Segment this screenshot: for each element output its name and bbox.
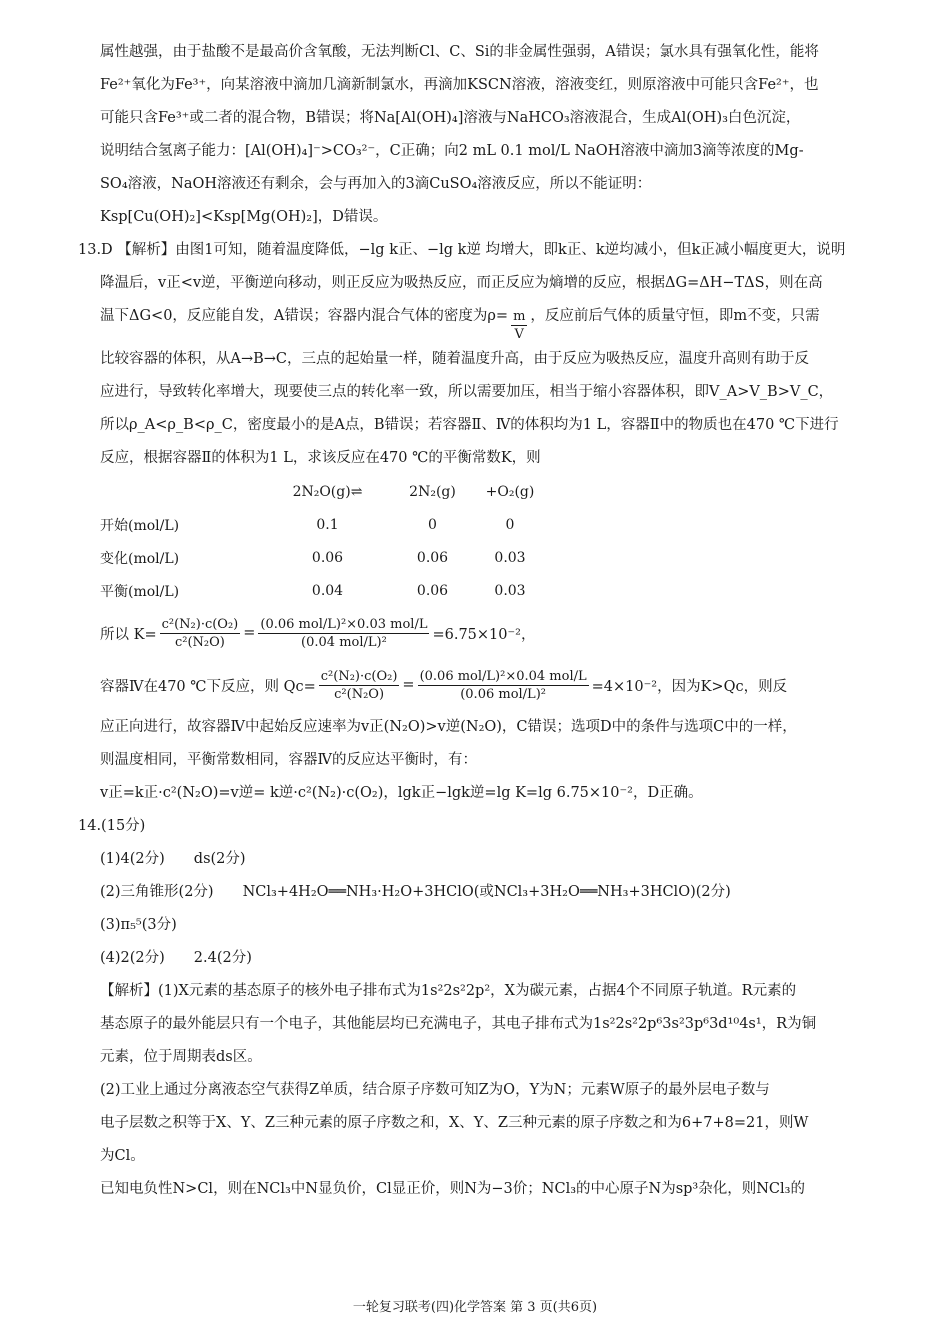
ice-row: [100, 541, 540, 574]
ice-cell: 0.06: [416, 549, 449, 566]
page-footer: 一轮复习联考(四)化学答案 第 3 页(共6页): [352, 1300, 598, 1315]
fraction-numerator: (0.06 mol/L)²×0.03 mol/L: [260, 616, 428, 632]
fraction-denominator: (0.04 mol/L)²: [301, 634, 387, 650]
answer-line: (3)π₅⁵(3分): [100, 917, 177, 933]
fraction-denominator: (0.06 mol/L)²: [460, 686, 546, 702]
text-line: 属性越强，由于盐酸不是最高价含氧酸，无法判断Cl、C、Si的非金属性强弱，A错误；氯水具有强氧化性，能将: [100, 44, 819, 60]
ice-cell: +O₂(g): [485, 483, 535, 500]
text-line: Fe²⁺氧化为Fe³⁺，向某溶液中滴加几滴新制氯水，再滴加KSCN溶液，溶液变红，则原溶液中可能只含Fe²⁺，也: [100, 77, 819, 93]
fraction-numerator: c²(N₂)·c(O₂): [161, 616, 239, 632]
q14-heading: 14.(15分): [78, 818, 146, 834]
ice-header-row: [100, 475, 540, 508]
ice-cell: 0.03: [494, 582, 526, 599]
q13-heading: 13.D 【解析】由图1可知，随着温度降低，−lg k正、−lg k逆 均增大，即k正、k逆均减小，但k正减小幅度更大，说明: [78, 242, 846, 258]
text-line: v正=k正·c²(N₂O)=v逆= k逆·c²(N₂)·c(O₂)，lgk正−lgk逆=lg K=lg 6.75×10⁻²，D正确。: [100, 785, 703, 801]
text-line: 所以ρ_A<ρ_B<ρ_C，密度最小的是A点，B错误；若容器Ⅱ、Ⅳ的体积均为1 L，容器Ⅱ中的物质也在470 ℃下进行: [100, 417, 839, 433]
text-line: 应正向进行，故容器Ⅳ中起始反应速率为v正(N₂O)>v逆(N₂O)，C错误；选项D中的条件与选项C中的一样，: [100, 719, 797, 735]
answer-line: (1)4(2分) ds(2分): [100, 851, 246, 867]
equals-sign: =: [243, 625, 256, 641]
q14-explanation: [78, 810, 870, 1206]
fraction: [418, 668, 589, 703]
equals-sign: =: [402, 677, 415, 693]
text-segment: ，反应前后气体的质量守恒，即m不变，只需: [530, 308, 820, 324]
ice-cell: 0: [428, 516, 437, 533]
ice-cell: 变化(mol/L): [100, 550, 180, 567]
ice-cell: 平衡(mol/L): [100, 583, 180, 600]
ice-table: [100, 475, 540, 607]
fraction: [319, 668, 400, 703]
qc-equation: [100, 659, 870, 711]
text-line: 基态原子的最外能层只有一个电子，其他能层均已充满电子，其电子排布式为1s²2s²2p⁶3s²3p⁶3d¹⁰4s¹，R为铜: [100, 1016, 817, 1032]
eq-result: =4×10⁻²，因为K>Qc，则反: [591, 678, 788, 695]
text-line: 应进行，导致转化率增大，现要使三点的转化率一致，所以需要加压，相当于缩小容器体积，即V_A>V_B>V_C，: [100, 384, 834, 400]
ice-cell: [100, 475, 270, 508]
eq-prefix: 容器Ⅳ在470 ℃下反应，则 Qc=: [100, 678, 316, 695]
text-line: SO₄溶液，NaOH溶液还有剩余，会与再加入的3滴CuSO₄溶液反应，所以不能证明：: [100, 176, 652, 192]
text-line: 降温后，v正<v逆，平衡逆向移动，则正反应为吸热反应，而正反应为熵增的反应，根据ΔG=ΔH−TΔS，则在高: [100, 275, 823, 291]
ice-cell: 开始(mol/L): [100, 517, 180, 534]
fraction-numerator: (0.06 mol/L)²×0.04 mol/L: [419, 668, 587, 684]
text-line: [100, 300, 870, 343]
text-line: 元素，位于周期表ds区。: [100, 1049, 262, 1065]
answer-line: (2)三角锥形(2分) NCl₃+4H₂O══NH₃·H₂O+3HClO(或NCl₃+3H₂O══NH₃+3HClO)(2分): [100, 884, 731, 900]
eq-result: =6.75×10⁻²，: [432, 626, 536, 643]
text-line: 可能只含Fe³⁺或二者的混合物，B错误；将Na[Al(OH)₄]溶液与NaHCO₃溶液混合，生成Al(OH)₃白色沉淀，: [100, 110, 801, 126]
ice-cell: 2N₂O(g)⇌: [292, 483, 363, 500]
text-line: 已知电负性N>Cl，则在NCl₃中N显负价，Cl显正价，则N为−3价；NCl₃的中心原子N为sp³杂化，则NCl₃的: [100, 1181, 805, 1197]
fraction-denominator: V: [514, 327, 524, 342]
q12-explanation: [100, 36, 870, 234]
fraction-denominator: c²(N₂O): [334, 686, 385, 702]
ice-cell: 0.03: [494, 549, 526, 566]
ice-cell: 0.06: [416, 582, 449, 599]
density-fraction: [511, 308, 527, 343]
text-line: (2)工业上通过分离液态空气获得Z单质，结合原子序数可知Z为O，Y为N；元素W原子的最外层电子数与: [100, 1082, 770, 1098]
text-line: Ksp[Cu(OH)₂]<Ksp[Mg(OH)₂]，D错误。: [100, 209, 388, 225]
eq-prefix: 所以 K=: [100, 626, 157, 643]
ice-cell: 0.1: [316, 516, 339, 533]
fraction-denominator: c²(N₂O): [174, 634, 225, 650]
fraction-numerator: c²(N₂)·c(O₂): [320, 668, 398, 684]
text-line: 则温度相同，平衡常数相同，容器Ⅳ的反应达平衡时，有：: [100, 752, 477, 768]
answer-page: [78, 36, 870, 1206]
q13-explanation: [78, 234, 870, 810]
fraction: [160, 616, 241, 651]
text-line: 【解析】(1)X元素的基态原子的核外电子排布式为1s²2s²2p²，X为碳元素，占据4个不同原子轨道。R元素的: [100, 983, 797, 999]
text-line: 说明结合氢离子能力：[Al(OH)₄]⁻>CO₃²⁻，C正确；向2 mL 0.1 mol/L NaOH溶液中滴加3滴等浓度的Mg-: [100, 143, 804, 159]
ice-row: [100, 574, 540, 607]
text-line: 反应，根据容器Ⅱ的体积为1 L，求该反应在470 ℃的平衡常数K，则: [100, 450, 541, 466]
text-line: 为Cl。: [100, 1148, 145, 1164]
ice-cell: 2N₂(g): [409, 483, 456, 500]
text-segment: 温下ΔG<0，反应能自发，A错误；容器内混合气体的密度为ρ=: [100, 308, 509, 324]
fraction-numerator: m: [513, 309, 526, 324]
ice-row: [100, 508, 540, 541]
text-line: 比较容器的体积，从A→B→C，三点的起始量一样，随着温度升高，由于反应为吸热反应，温度升高则有助于反: [100, 351, 810, 367]
ice-cell: 0.06: [311, 549, 344, 566]
fraction: [258, 616, 429, 651]
ice-cell: 0.04: [311, 582, 344, 599]
text-line: 电子层数之积等于X、Y、Z三种元素的原子序数之和，X、Y、Z三种元素的原子序数之和为6+7+8=21，则W: [100, 1115, 809, 1131]
ice-cell: 0: [505, 516, 515, 533]
k-equation: [100, 607, 870, 659]
answer-line: (4)2(2分) 2.4(2分): [100, 950, 252, 966]
